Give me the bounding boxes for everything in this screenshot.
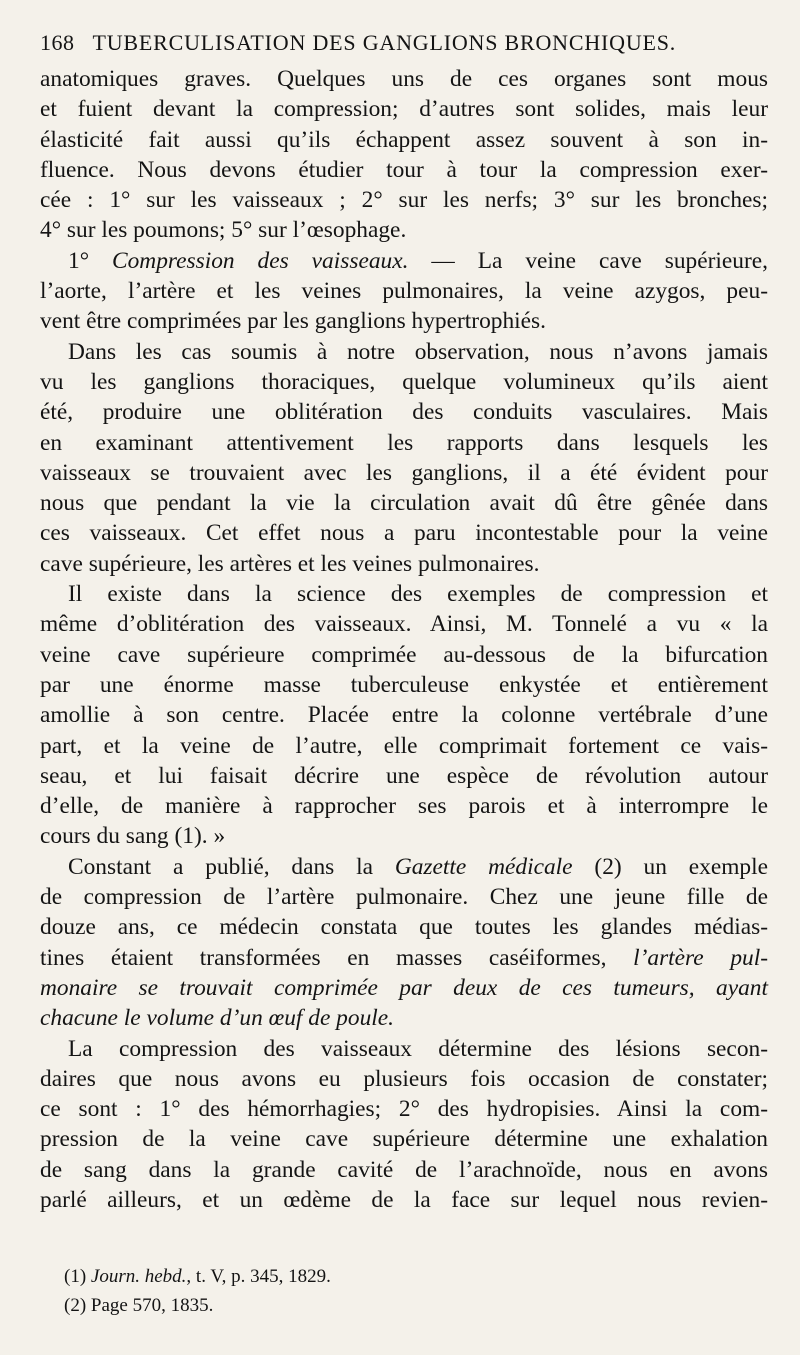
paragraph-lesions xyxy=(40,1034,768,1216)
running-title: TUBERCULISATION DES GANGLIONS BRONCHIQUES. xyxy=(92,30,677,55)
text-line: élasticité fait aussi qu’ils échappent assez souvent à son in- xyxy=(40,126,768,153)
body-text xyxy=(40,64,768,1215)
text-line: vu les ganglions thoraciques, quelque volumineux qu’ils aient xyxy=(40,368,768,395)
paragraph-compression-vaisseaux xyxy=(40,246,768,337)
page-number: 168 xyxy=(40,30,75,55)
text-line: amollie à son centre. Placée entre la colonne vertébrale d’une xyxy=(40,702,768,729)
text-line: anatomiques graves. Quelques uns de ces organes sont mous xyxy=(40,66,768,92)
text-line: Constant a publié, dans la Gazette médicale (2) un exemple xyxy=(68,853,769,880)
text-line: ces vaisseaux. Cet effet nous a paru incontestable pour la veine xyxy=(40,520,768,547)
paragraph-observation xyxy=(40,337,768,579)
footnote-1: (1) Journ. hebd., t. V, p. 345, 1829. xyxy=(64,1266,331,1287)
text-line: seau, et lui faisait décrire une espèce de révolution autour xyxy=(40,762,768,789)
text-line: fluence. Nous devons étudier tour à tour la compression exer- xyxy=(40,156,768,183)
text-line: vaisseaux se trouvaient avec les ganglions, il a été évident pour xyxy=(40,459,768,486)
paragraph-tonnele xyxy=(40,579,768,852)
text-line: nous que pendant la vie la circulation avait dû être gênée dans xyxy=(40,490,768,517)
text-line-italic: chacune le volume d’un œuf de poule. xyxy=(40,1005,395,1032)
paragraph-intro xyxy=(40,64,768,246)
text-line: cave supérieure, les artères et les veines pulmonaires. xyxy=(40,550,540,577)
text-line: tines étaient transformées en masses caséiformes, l’artère pul- xyxy=(40,944,769,971)
text-line: douze ans, ce médecin constata que toutes les glandes médias- xyxy=(40,914,768,941)
text-line: pression de la veine cave supérieure détermine une exhalation xyxy=(40,1126,768,1153)
text-line: d’elle, de manière à rapprocher ses parois et à interrompre le xyxy=(40,793,768,820)
text-line: cours du sang (1). » xyxy=(40,823,226,850)
text-line: vent être comprimées par les ganglions hypertrophiés. xyxy=(40,308,546,335)
text-line: été, produire une oblitération des conduits vasculaires. Mais xyxy=(40,399,768,426)
text-line: parlé ailleurs, et un œdème de la face sur lequel nous revien- xyxy=(40,1186,768,1213)
text-line: cée : 1° sur les vaisseaux ; 2° sur les nerfs; 3° sur les bronches; xyxy=(40,187,768,214)
text-line: et fuient devant la compression; d’autres sont solides, mais leur xyxy=(40,96,768,123)
text-line: Il existe dans la science des exemples de compression et xyxy=(68,581,768,608)
text-line: par une énorme masse tuberculeuse enkystée et entièrement xyxy=(40,671,768,698)
text-line: part, et la veine de l’autre, elle comprimait fortement ce vais- xyxy=(40,732,768,759)
text-line: La compression des vaisseaux détermine des lésions secon- xyxy=(68,1035,768,1062)
text-line: en examinant attentivement les rapports dans lesquels les xyxy=(40,429,768,456)
section-heading-line: 1° Compression des vaisseaux. — La veine cave supérieure, xyxy=(68,247,768,274)
text-line: de sang dans la grande cavité de l’arachnoïde, nous en avons xyxy=(40,1156,768,1183)
text-line: ce sont : 1° des hémorrhagies; 2° des hydropisies. Ainsi la com- xyxy=(40,1096,768,1123)
text-line: l’aorte, l’artère et les veines pulmonaires, la veine azygos, peu- xyxy=(40,278,768,305)
text-line: veine cave supérieure comprimée au-dessous de la bifurcation xyxy=(40,641,768,668)
text-line: de compression de l’artère pulmonaire. Chez une jeune fille de xyxy=(40,884,768,911)
text-line: même d’oblitération des vaisseaux. Ainsi, M. Tonnelé a vu « la xyxy=(40,611,768,638)
text-line: Dans les cas soumis à notre observation, nous n’avons jamais xyxy=(68,338,768,365)
footnote-2: (2) Page 570, 1835. xyxy=(64,1295,214,1316)
text-line: daires que nous avons eu plusieurs fois occasion de constater; xyxy=(40,1065,768,1092)
text-line-italic: monaire se trouvait comprimée par deux de ces tumeurs, ayant xyxy=(40,974,768,1001)
footnotes xyxy=(64,1262,331,1320)
running-head xyxy=(40,30,768,56)
paragraph-constant xyxy=(40,852,768,1034)
text-line: 4° sur les poumons; 5° sur l’œsophage. xyxy=(40,217,407,244)
